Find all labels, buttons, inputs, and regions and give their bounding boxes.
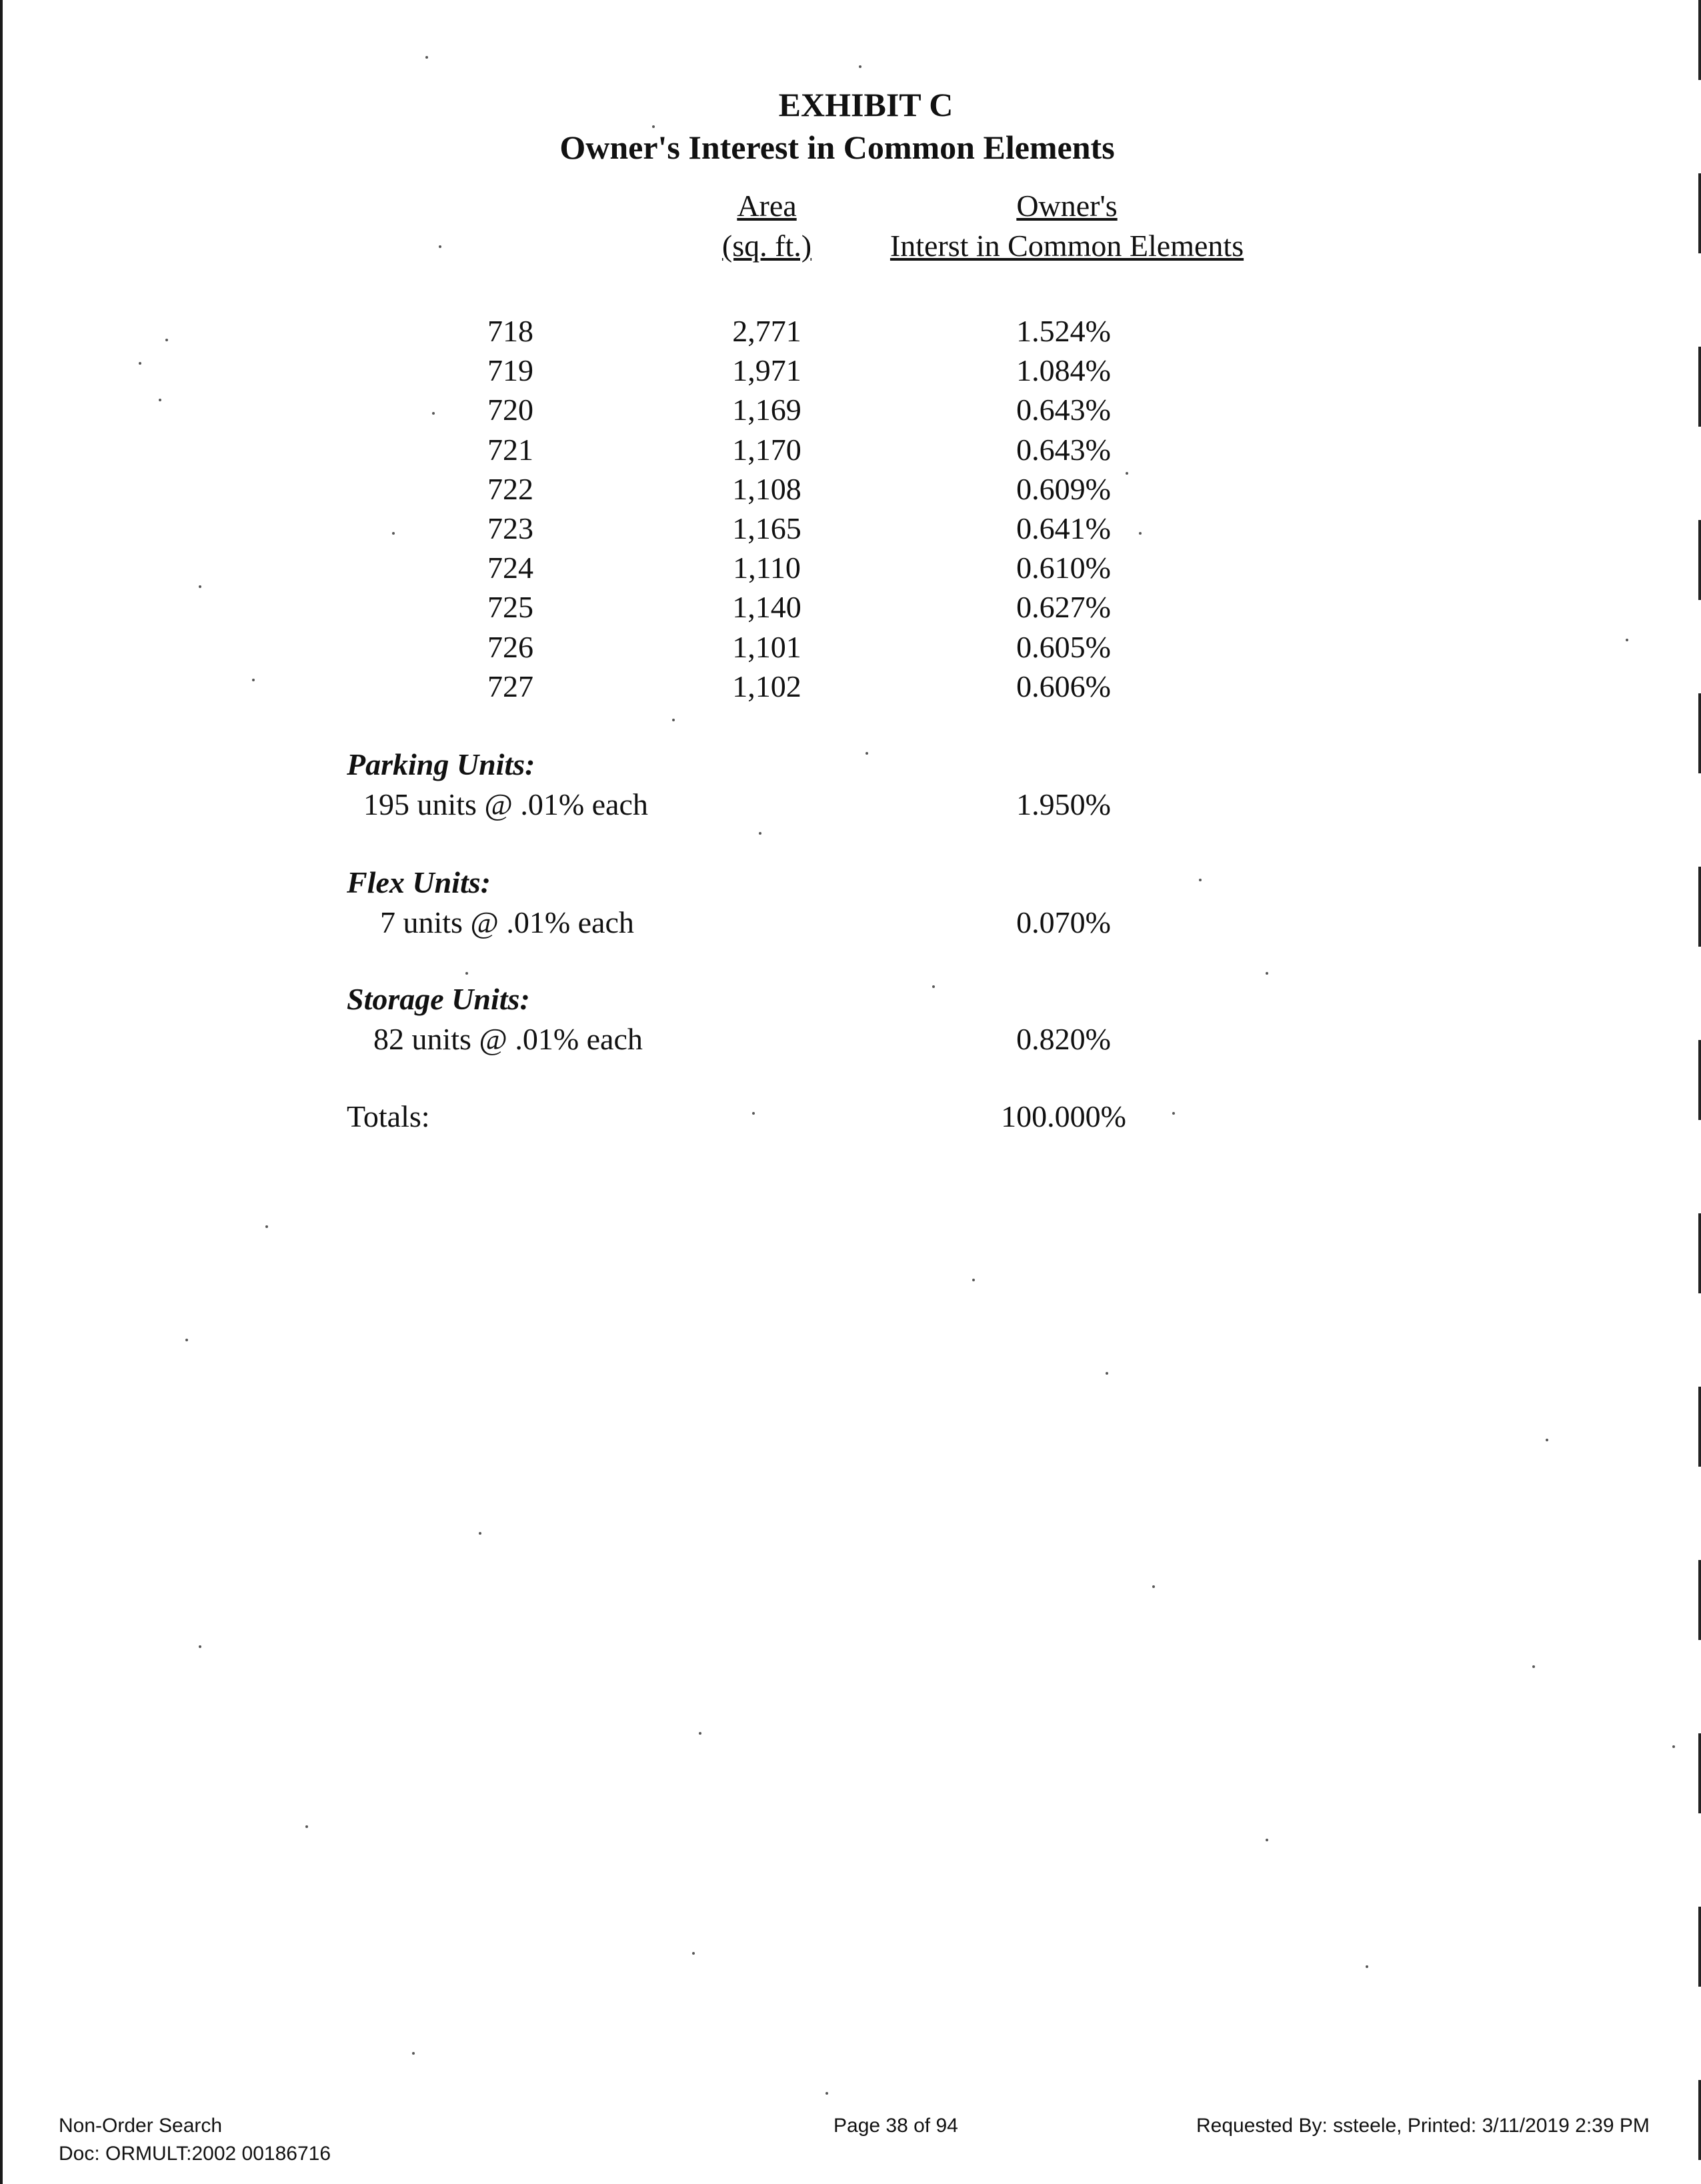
unit-number: 727 [487, 669, 533, 703]
unit-interest: 0.641% [1016, 511, 1111, 545]
totals-label: Totals: [347, 1099, 430, 1133]
totals-interest: 100.000% [1001, 1099, 1126, 1133]
storage-units-interest: 0.820% [1016, 1022, 1111, 1056]
unit-number: 723 [487, 511, 533, 545]
unit-interest: 0.643% [1016, 432, 1111, 467]
exhibit-subtitle: Owner's Interest in Common Elements [559, 129, 1115, 166]
unit-interest: 0.627% [1016, 590, 1111, 625]
flex-units-heading: Flex Units: [347, 865, 491, 899]
table-row [0, 629, 1701, 669]
interest-column-subheader: Interst in Common Elements [890, 229, 1244, 263]
unit-area: 1,169 [732, 393, 801, 427]
unit-number: 726 [487, 629, 533, 664]
unit-number: 721 [487, 432, 533, 467]
table-row [0, 313, 1701, 353]
table-row [0, 392, 1701, 431]
unit-interest: 0.609% [1016, 471, 1111, 506]
footer-search-type: Non-Order Search [59, 2115, 223, 2137]
unit-number: 725 [487, 590, 533, 625]
unit-number: 722 [487, 471, 533, 506]
footer-doc-id: Doc: ORMULT:2002 00186716 [59, 2143, 331, 2165]
unit-number: 719 [487, 353, 533, 388]
storage-units-description: 82 units @ .01% each [373, 1022, 643, 1056]
table-row [0, 550, 1701, 589]
unit-area: 1,110 [733, 551, 801, 585]
table-row [0, 669, 1701, 708]
unit-area: 2,771 [732, 314, 801, 348]
area-column-units: (sq. ft.) [721, 229, 812, 263]
footer-requested-by: Requested By: ssteele, Printed: 3/11/2019 2:39 PM [1196, 2115, 1650, 2137]
unit-interest: 1.084% [1016, 353, 1111, 388]
unit-table [0, 313, 1701, 708]
flex-units-interest: 0.070% [1016, 905, 1111, 939]
table-row [0, 589, 1701, 629]
unit-number: 724 [487, 551, 533, 585]
storage-units-heading: Storage Units: [347, 982, 530, 1016]
unit-interest: 1.524% [1016, 314, 1111, 348]
area-column-header: Area [737, 189, 797, 223]
table-row [0, 511, 1701, 550]
unit-area: 1,170 [732, 432, 801, 467]
unit-area: 1,971 [732, 353, 801, 388]
unit-area: 1,165 [732, 511, 801, 545]
unit-number: 720 [487, 393, 533, 427]
interest-column-header: Owner's [1016, 189, 1118, 223]
exhibit-title: EXHIBIT C [778, 86, 954, 123]
unit-area: 1,101 [732, 629, 801, 664]
unit-number: 718 [487, 314, 533, 348]
table-row [0, 432, 1701, 471]
unit-area: 1,140 [732, 590, 801, 625]
table-row [0, 471, 1701, 511]
unit-interest: 0.605% [1016, 629, 1111, 664]
parking-units-description: 195 units @ .01% each [363, 787, 648, 821]
parking-units-heading: Parking Units: [347, 747, 535, 781]
unit-interest: 0.610% [1016, 551, 1111, 585]
parking-units-interest: 1.950% [1016, 787, 1111, 821]
unit-interest: 0.643% [1016, 393, 1111, 427]
table-row [0, 353, 1701, 392]
footer-page-number: Page 38 of 94 [833, 2115, 958, 2137]
unit-area: 1,102 [732, 669, 801, 703]
unit-area: 1,108 [732, 471, 801, 506]
flex-units-description: 7 units @ .01% each [380, 905, 634, 939]
unit-interest: 0.606% [1016, 669, 1111, 703]
